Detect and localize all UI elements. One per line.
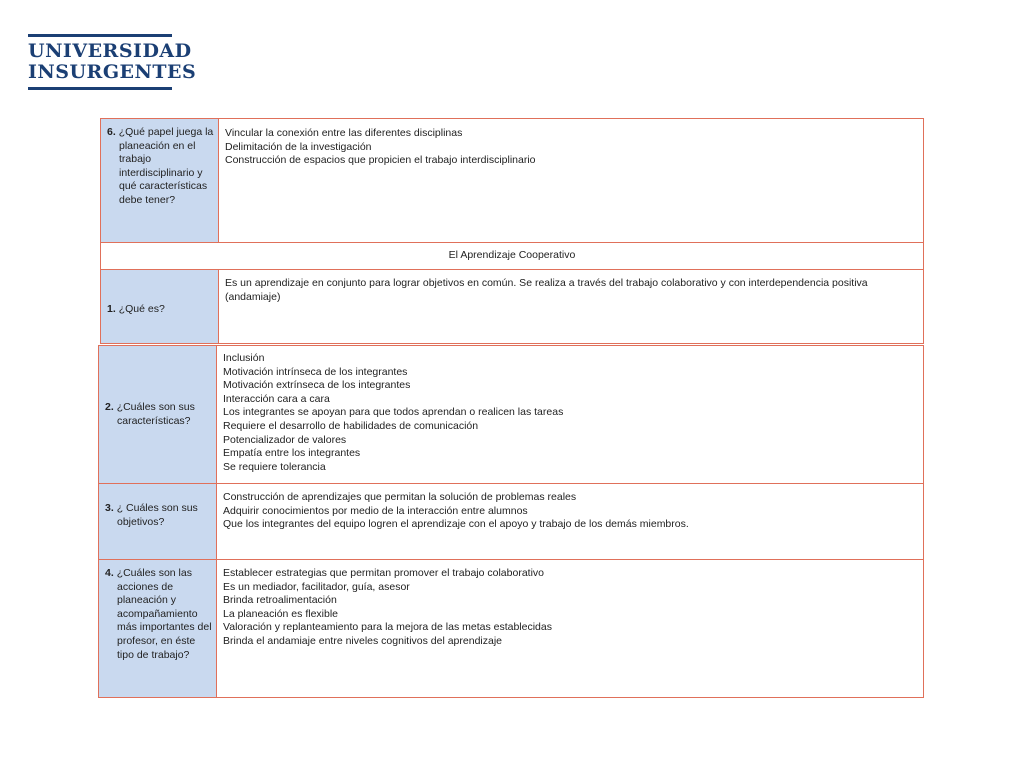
question-number: 2. [105,400,114,413]
answer-line: Vincular la conexión entre las diferentes disciplinas [225,127,463,139]
question-text: ¿Qué papel juega la planeación en el trabajo interdisciplinario y qué características debe tener? [118,126,214,206]
logo-bottom-rule [28,87,172,90]
answer-line: Requiere el desarrollo de habilidades de comunicación [223,419,479,432]
logo-line-2: INSURGENTES [28,61,197,83]
answer-line: Inclusión [223,352,265,364]
answer-cell-3 [217,484,924,560]
answer-line: Establecer estrategias que permitan promover el trabajo colaborativo [223,567,545,579]
answer-line: La planeación es flexible [223,607,338,620]
answer-line: Brinda el andamiaje entre niveles cognitivos del aprendizaje [223,634,503,647]
answer-line: Se requiere tolerancia [223,460,326,473]
answer-line: Delimitación de la investigación [225,140,372,153]
table-row-q6 [101,119,924,243]
answer-line: Construcción de aprendizajes que permitan la solución de problemas reales [223,491,577,503]
question-cell-1 [101,270,219,344]
question-text: ¿Cuáles son sus características? [116,400,195,427]
logo-top-rule [28,34,172,37]
table-row-q2 [99,346,924,484]
answer-cell-1 [219,270,924,344]
answer-paragraph: Es un aprendizaje en conjunto para lograr objetivos en común. Se realiza a través del trabajo colaborativo y con interdependencia positiva (andamiaje) [225,277,868,303]
answer-line: Brinda retroalimentación [223,594,337,607]
top-table [100,118,924,344]
answer-line: Motivación intrínseca de los integrantes [223,365,408,378]
answer-line: Es un mediador, facilitador, guía, asesor [223,580,410,593]
answer-line: Que los integrantes del equipo logren el aprendizaje con el apoyo y trabajo de los demás miembros. [223,518,689,531]
answer-cell-4 [217,560,924,698]
answer-line: Los integrantes se apoyan para que todos aprendan o realicen las tareas [223,406,564,419]
question-cell-4 [99,560,217,698]
bottom-table [98,345,924,698]
answer-line: Interacción cara a cara [223,392,330,405]
answer-cell-6 [219,119,924,243]
question-number: 1. [107,302,116,315]
university-logo [28,34,197,90]
question-number: 6. [107,126,116,138]
logo-line-1: UNIVERSIDAD [28,40,192,62]
table-row-q4 [99,560,924,698]
answer-line: Potencializador de valores [223,433,347,446]
answer-line: Adquirir conocimientos por medio de la interacción entre alumnos [223,504,528,517]
section-header: El Aprendizaje Cooperativo [101,243,924,270]
question-text: ¿ Cuáles son sus objetivos? [116,502,198,528]
answer-cell-2 [217,346,924,484]
table-row-q3 [99,484,924,560]
question-number: 3. [105,502,114,514]
answer-line: Motivación extrínseca de los integrantes [223,379,411,392]
answer-line: Construcción de espacios que propicien el trabajo interdisciplinario [225,154,536,167]
section-header-row [101,243,924,270]
question-cell-3 [99,484,217,560]
answer-line: Empatía entre los integrantes [223,447,361,460]
question-text: ¿Cuáles son las acciones de planeación y acompañamiento más importantes del profesor, en éste tipo de trabajo? [116,567,212,661]
question-number: 4. [105,567,114,579]
question-text: ¿Qué es? [118,302,165,315]
table-row-q1 [101,270,924,344]
question-cell-6 [101,119,219,243]
question-cell-2 [99,346,217,484]
answer-line: Valoración y replanteamiento para la mejora de las metas establecidas [223,621,552,634]
